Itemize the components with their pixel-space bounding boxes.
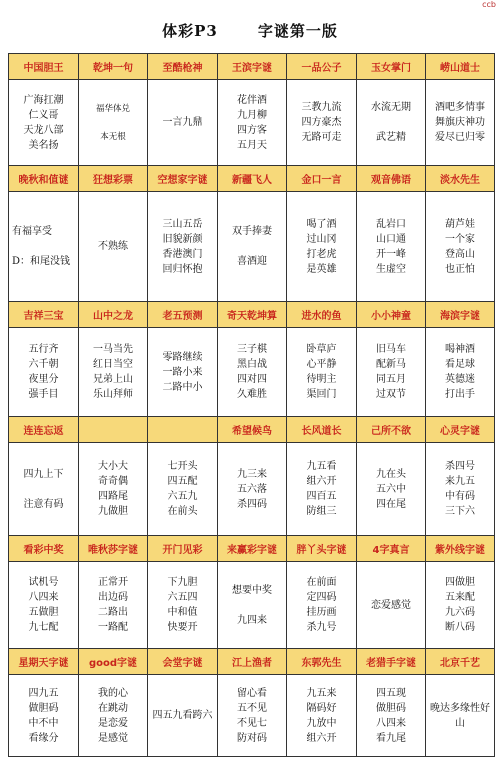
- riddle-cell: [287, 675, 357, 757]
- riddle-cell: [218, 328, 287, 417]
- riddle-cell: [9, 562, 79, 649]
- riddle-text: 双手捧妻 喜酒迎: [232, 226, 272, 267]
- riddle-text: 大小大 奇奇偶 四路尾 九做胆: [98, 461, 128, 517]
- column-header: 会堂字谜: [148, 649, 218, 675]
- column-header: 山中之龙: [79, 302, 148, 328]
- riddle-text: 酒吧多情事 舞旗庆神功 爱尽已归零: [435, 102, 485, 143]
- column-header: 崂山道士: [426, 54, 495, 80]
- column-header: 看彩中奖: [9, 536, 79, 562]
- riddle-text: 卧草庐 心平静 待明主 渠回门: [306, 344, 337, 400]
- column-header: 海滨字谜: [426, 302, 495, 328]
- column-header: 吉祥三宝: [9, 302, 79, 328]
- column-header: 紫外线字谜: [426, 536, 495, 562]
- watermark-stamp: ccb: [482, 0, 496, 9]
- title-left: 体彩P3: [162, 22, 218, 40]
- header-row: [9, 536, 495, 562]
- riddle-cell: [287, 80, 357, 166]
- riddle-cell: [148, 675, 218, 757]
- riddle-text: 在前面 定四码 挂历画 杀九号: [306, 577, 337, 633]
- column-header: 来赢彩字谜: [218, 536, 287, 562]
- column-header: [79, 417, 148, 443]
- riddle-text: 下九胆 六五四 中和值 快要开: [167, 577, 198, 633]
- riddle-text: 试机号 八四来 五做胆 九七配: [28, 577, 59, 633]
- riddle-text: 福华体兑 本无根: [95, 103, 130, 142]
- riddle-text: 喝神酒 看足球 英德迷 打出手: [445, 344, 475, 400]
- riddle-text: 七开头 四五配 六五九 在前头: [167, 461, 198, 517]
- column-header: 进水的鱼: [287, 302, 357, 328]
- riddle-cell: [79, 80, 148, 166]
- column-header: 一品公子: [287, 54, 357, 80]
- riddle-text: 留心看 五不见 不见七 防对码: [237, 687, 267, 744]
- riddle-text: 不熟练: [98, 241, 128, 252]
- title-bar: [0, 0, 500, 52]
- riddle-text: 一言九鼎: [162, 117, 203, 128]
- header-row: [9, 166, 495, 192]
- riddle-cell: [9, 675, 79, 757]
- riddle-cell: [357, 80, 426, 166]
- riddle-cell: [287, 192, 357, 302]
- riddle-text: 四五九看跨六: [152, 710, 213, 721]
- riddle-text: 广海扛潮 仁义哥 天龙八部 美名扬: [23, 94, 64, 151]
- column-header: good字谜: [79, 649, 148, 675]
- riddle-cell: [426, 80, 495, 166]
- riddle-cell: [218, 192, 287, 302]
- riddle-cell: [357, 562, 426, 649]
- riddle-cell: [287, 443, 357, 536]
- title-right: 字谜第一版: [257, 22, 338, 40]
- riddle-text: 三子棋 黑白战 四对四 久难胜: [237, 344, 267, 400]
- riddle-cell: [79, 562, 148, 649]
- column-header: 小小神童: [357, 302, 426, 328]
- riddle-cell: [357, 443, 426, 536]
- riddle-text: 乱岩口 山口通 开一峰 生虚空: [376, 218, 406, 275]
- riddle-text: 喝了酒 过山冈 打老虎 是英雄: [306, 218, 337, 275]
- riddle-cell: [426, 192, 495, 302]
- column-header: 北京千艺: [426, 649, 495, 675]
- table-row: [9, 192, 495, 302]
- column-header: 连连忘返: [9, 417, 79, 443]
- riddle-cell: [79, 192, 148, 302]
- riddle-cell: [357, 328, 426, 417]
- header-row: [9, 649, 495, 675]
- riddle-text: 九五来 隔码好 九放中 组六开: [306, 687, 337, 744]
- riddle-text: 三教九流 四方豪杰 无路可走: [301, 102, 342, 143]
- riddle-text: 一马当先 红日当空 兄弟上山 乐山拜师: [93, 344, 133, 400]
- riddle-cell: [79, 328, 148, 417]
- riddle-cell: [9, 443, 79, 536]
- column-header: 心灵字谜: [426, 417, 495, 443]
- riddle-text: 正常开 出边码 二路出 一路配: [98, 577, 128, 633]
- riddle-cell: [148, 328, 218, 417]
- riddle-cell: [79, 443, 148, 536]
- table-row: [9, 675, 495, 757]
- riddle-cell: [218, 80, 287, 166]
- riddle-cell: [9, 192, 79, 302]
- column-header: 己所不欲: [357, 417, 426, 443]
- riddle-cell: [426, 562, 495, 649]
- column-header: 胖丫头字谜: [287, 536, 357, 562]
- riddle-text: 葫芦娃 一个家 登高山 也正怕: [445, 218, 475, 275]
- header-row: [9, 302, 495, 328]
- column-header: 星期天字谜: [9, 649, 79, 675]
- column-header: 晚秋和值谜: [9, 166, 79, 192]
- riddle-cell: [148, 192, 218, 302]
- column-header: [148, 417, 218, 443]
- column-header: 乾坤一句: [79, 54, 148, 80]
- riddle-cell: [218, 443, 287, 536]
- column-header: 狂想彩票: [79, 166, 148, 192]
- riddle-text: 四九上下 注意有码: [23, 468, 64, 510]
- riddle-text: 四九五 做胆码 中不中 看缘分: [28, 687, 59, 744]
- riddle-text: 四五现 做胆码 八四来 看九尾: [376, 687, 406, 744]
- riddle-text: 三山五岳 旧貌新颜 香港澳门 回归怀抱: [162, 218, 203, 275]
- column-header: 观音佛语: [357, 166, 426, 192]
- riddle-text: 九三来 五六落 杀四码: [237, 468, 267, 510]
- riddle-cell: [357, 192, 426, 302]
- header-row: [9, 417, 495, 443]
- riddle-cell: [218, 562, 287, 649]
- riddle-text: 九五看 组六开 四百五 防组三: [306, 461, 337, 517]
- riddle-text: 四做胆 五来配 九六码 断八码: [445, 577, 475, 633]
- column-header: 希望候鸟: [218, 417, 287, 443]
- riddle-cell: [148, 443, 218, 536]
- header-row: [9, 54, 495, 80]
- column-header: 玉女掌门: [357, 54, 426, 80]
- table-row: [9, 328, 495, 417]
- riddle-table: [8, 53, 495, 757]
- riddle-text: 九在头 五六中 四在尾: [376, 468, 406, 510]
- column-header: 中国胆王: [9, 54, 79, 80]
- riddle-text: 我的心 在跳动 是恋爱 是感觉: [98, 687, 128, 744]
- riddle-cell: [148, 562, 218, 649]
- riddle-cell: [148, 80, 218, 166]
- column-header: 长风道长: [287, 417, 357, 443]
- riddle-text: 杀四号 来九五 中有码 三下六: [445, 461, 475, 517]
- riddle-cell: [218, 675, 287, 757]
- column-header: 金口一言: [287, 166, 357, 192]
- column-header: 4字真言: [357, 536, 426, 562]
- column-header: 老猎手字谜: [357, 649, 426, 675]
- column-header: 至酷枪神: [148, 54, 218, 80]
- riddle-text: 有福享受 D：和尾没钱: [12, 226, 71, 267]
- column-header: 奇天乾坤算: [218, 302, 287, 328]
- table-row: [9, 443, 495, 536]
- riddle-cell: [426, 443, 495, 536]
- column-header: 开门见彩: [148, 536, 218, 562]
- riddle-text: 水流无期 武艺精: [371, 102, 411, 143]
- column-header: 淡水先生: [426, 166, 495, 192]
- riddle-text: 旧马车 配新马 同五月 过双节: [376, 344, 406, 400]
- riddle-text: 恋爱感觉: [371, 599, 411, 611]
- riddle-cell: [287, 562, 357, 649]
- riddle-cell: [9, 328, 79, 417]
- column-header: 江上渔者: [218, 649, 287, 675]
- riddle-text: 想要中奖 九四来: [232, 584, 272, 626]
- column-header: 唯秋莎字谜: [79, 536, 148, 562]
- riddle-cell: [9, 80, 79, 166]
- column-header: 王滨字谜: [218, 54, 287, 80]
- riddle-text: 花伴酒 九月柳 四方客 五月天: [237, 94, 267, 151]
- riddle-text: 晚达多缘性好 山: [430, 702, 490, 729]
- table-row: [9, 80, 495, 166]
- column-header: 空想家字谜: [148, 166, 218, 192]
- page-title: [0, 20, 500, 41]
- riddle-cell: [79, 675, 148, 757]
- column-header: 新疆飞人: [218, 166, 287, 192]
- riddle-cell: [426, 675, 495, 757]
- riddle-cell: [426, 328, 495, 417]
- column-header: 东郭先生: [287, 649, 357, 675]
- riddle-cell: [357, 675, 426, 757]
- riddle-text: 零路继续 一路小来 二路中小: [162, 351, 203, 393]
- riddle-cell: [287, 328, 357, 417]
- riddle-text: 五行齐 六千朝 夜里分 强手目: [28, 344, 59, 400]
- table-row: [9, 562, 495, 649]
- column-header: 老五预测: [148, 302, 218, 328]
